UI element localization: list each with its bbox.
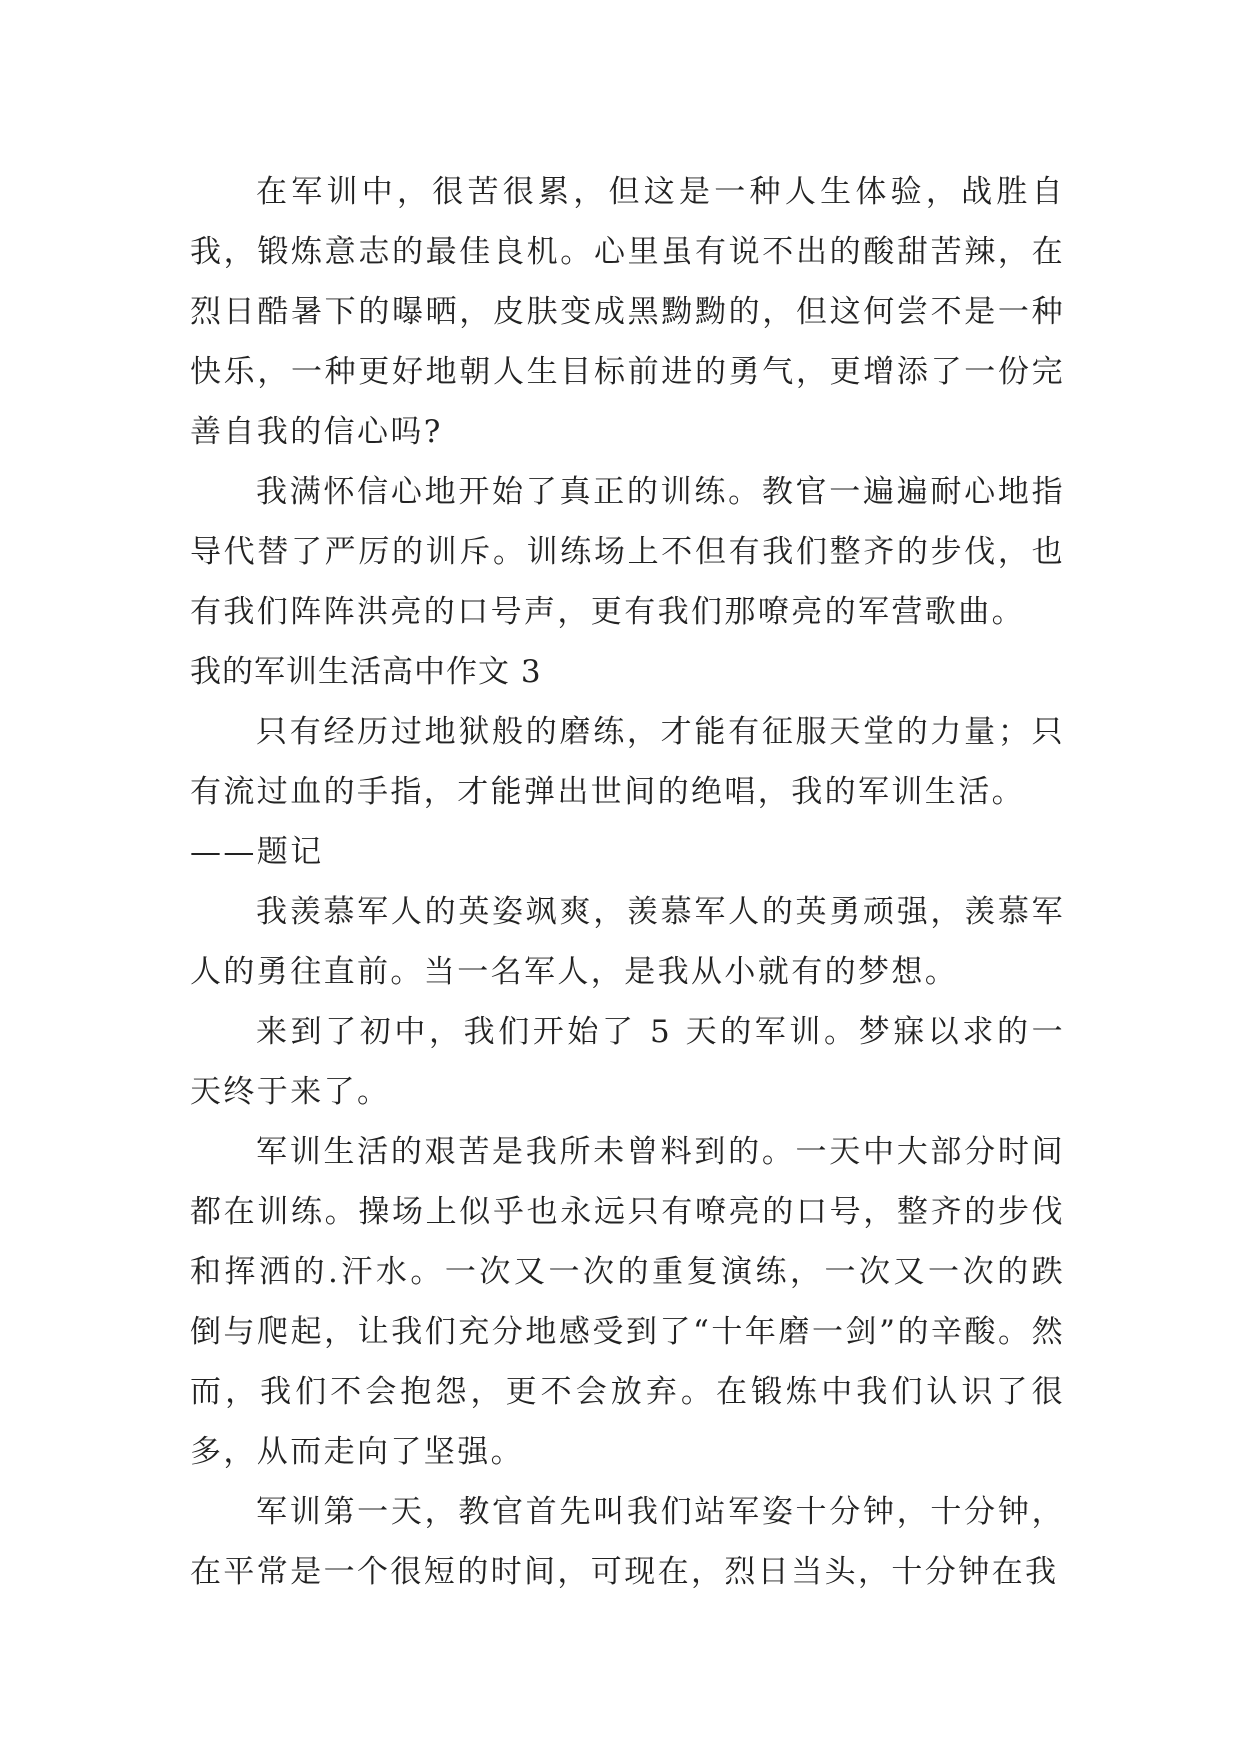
- paragraph-4: 我羡慕军人的英姿飒爽，羡慕军人的英勇顽强，羡慕军人的勇往直前。当一名军人，是我从小就有的梦想。: [190, 894, 1065, 990]
- paragraph-3: 只有经历过地狱般的磨练，才能有征服天堂的力量；只有流过血的手指，才能弹出世间的绝唱，我的军训生活。: [190, 714, 1065, 810]
- paragraph-7: 军训第一天，教官首先叫我们站军姿十分钟，十分钟，在平常是一个很短的时间，可现在，烈日当头，十分钟在我: [190, 1494, 1065, 1590]
- paragraph-1: 在军训中，很苦很累，但这是一种人生体验，战胜自我，锻炼意志的最佳良机。心里虽有说不出的酸甜苦辣，在烈日酷暑下的曝晒，皮肤变成黑黝黝的，但这何尝不是一种快乐，一种更好地朝人生目标前进的勇气，更增添了一份完善自我的信心吗?: [190, 174, 1065, 450]
- document-body: [190, 162, 1065, 1602]
- epigraph-attribution: ——题记: [190, 834, 324, 870]
- paragraph-6: 军训生活的艰苦是我所未曾料到的。一天中大部分时间都在训练。操场上似乎也永远只有嘹亮的口号，整齐的步伐和挥洒的.汗水。一次又一次的重复演练，一次又一次的跌倒与爬起，让我们充分地感受到了“十年磨一剑”的辛酸。然而，我们不会抱怨，更不会放弃。在锻炼中我们认识了很多，从而走向了坚强。: [190, 1134, 1065, 1470]
- paragraph-5: 来到了初中，我们开始了 5 天的军训。梦寐以求的一天终于来了。: [190, 1014, 1065, 1110]
- paragraph-2: 我满怀信心地开始了真正的训练。教官一遍遍耐心地指导代替了严厉的训斥。训练场上不但有我们整齐的步伐，也有我们阵阵洪亮的口号声，更有我们那嘹亮的军营歌曲。: [190, 474, 1065, 630]
- section-heading: 我的军训生活高中作文 3: [190, 654, 542, 690]
